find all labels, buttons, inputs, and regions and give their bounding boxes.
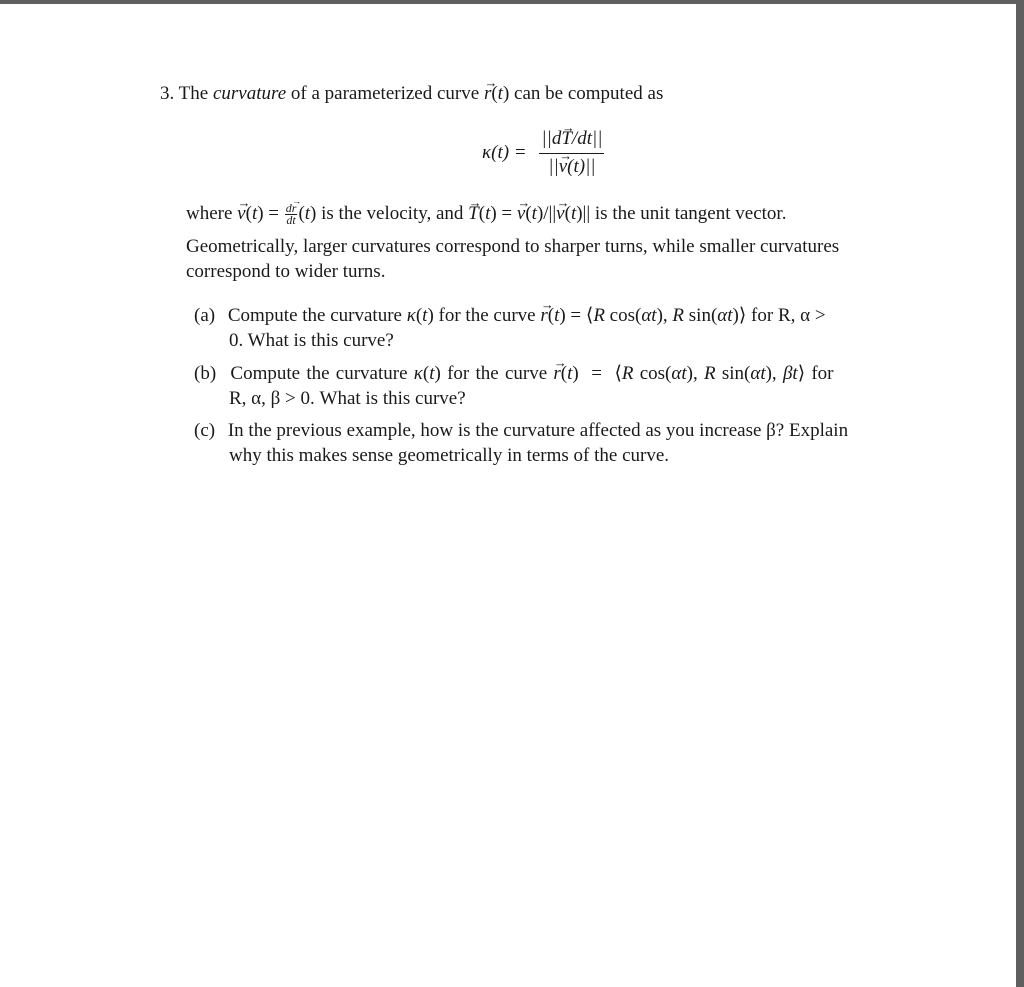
- document-page: [0, 4, 1016, 987]
- part-a-line-1: [194, 304, 826, 328]
- part-a-curve: → r(t) = ⟨R cos(αt), R sin(αt)⟩: [540, 305, 746, 326]
- geometric-line-1: Geometrically, larger curvatures correspond to sharper turns, while smaller curvatures: [186, 236, 840, 257]
- dr-dt-fraction: $\frac{d\to r}{dt}$: [285, 203, 298, 226]
- problem-number: 3.: [160, 83, 175, 104]
- part-b-line-1: [194, 362, 834, 386]
- part-c-line-1: [194, 419, 848, 443]
- part-c-line-2: why this makes sense geometrically in terms of the curve.: [229, 445, 670, 466]
- part-c-text-1: In the previous example, how is the curvature affected as you increase β? Explain: [227, 420, 849, 441]
- intro-term: curvature: [212, 83, 287, 104]
- velocity-expr: → v(t) = $\frac{d\to r}{dt}$ (t): [237, 203, 316, 224]
- intro-after: can be computed as: [514, 83, 664, 104]
- formula-fraction: [539, 128, 604, 178]
- part-a-text-end: for R, α >: [751, 305, 826, 326]
- part-b-text-start: Compute the curvature: [230, 363, 408, 384]
- intro-before: The: [178, 83, 209, 104]
- part-b-line-2: R, α, β > 0. What is this curve?: [229, 388, 466, 409]
- part-b-label: (b): [194, 363, 217, 384]
- part-b-text-end: for: [811, 363, 834, 384]
- part-a-kappa: κ(t): [406, 305, 434, 326]
- part-b-kappa: κ(t): [413, 363, 441, 384]
- tangent-text: is the unit tangent vector.: [594, 203, 787, 224]
- where-word: where: [186, 203, 233, 224]
- part-a-text-start: Compute the curvature: [227, 305, 402, 326]
- formula-lhs: κ(t) =: [482, 142, 527, 163]
- problem-intro: [160, 82, 663, 106]
- tangent-expr: → T(t) = → v(t)/||→ v(t)||: [468, 203, 590, 224]
- part-a-text-mid: for the curve: [438, 305, 536, 326]
- part-c-label: (c): [194, 420, 216, 441]
- formula-denominator: ||→ v(t)||: [539, 154, 604, 178]
- intro-mid: of a parameterized curve: [290, 83, 480, 104]
- definition-line: [186, 202, 786, 226]
- formula-numerator: ||d→ T/dt||: [539, 128, 604, 154]
- part-b-text-mid: for the curve: [447, 363, 548, 384]
- part-b-curve: → r(t) = ⟨R cos(αt), R sin(αt), βt⟩: [553, 363, 805, 384]
- part-a-line-2: 0. What is this curve?: [229, 330, 394, 351]
- part-a-label: (a): [194, 305, 216, 326]
- geometric-line-2: correspond to wider turns.: [186, 261, 386, 282]
- velocity-text: is the velocity, and: [321, 203, 464, 224]
- curvature-formula: [482, 128, 604, 178]
- curve-r-of-t: → r(t): [484, 83, 509, 104]
